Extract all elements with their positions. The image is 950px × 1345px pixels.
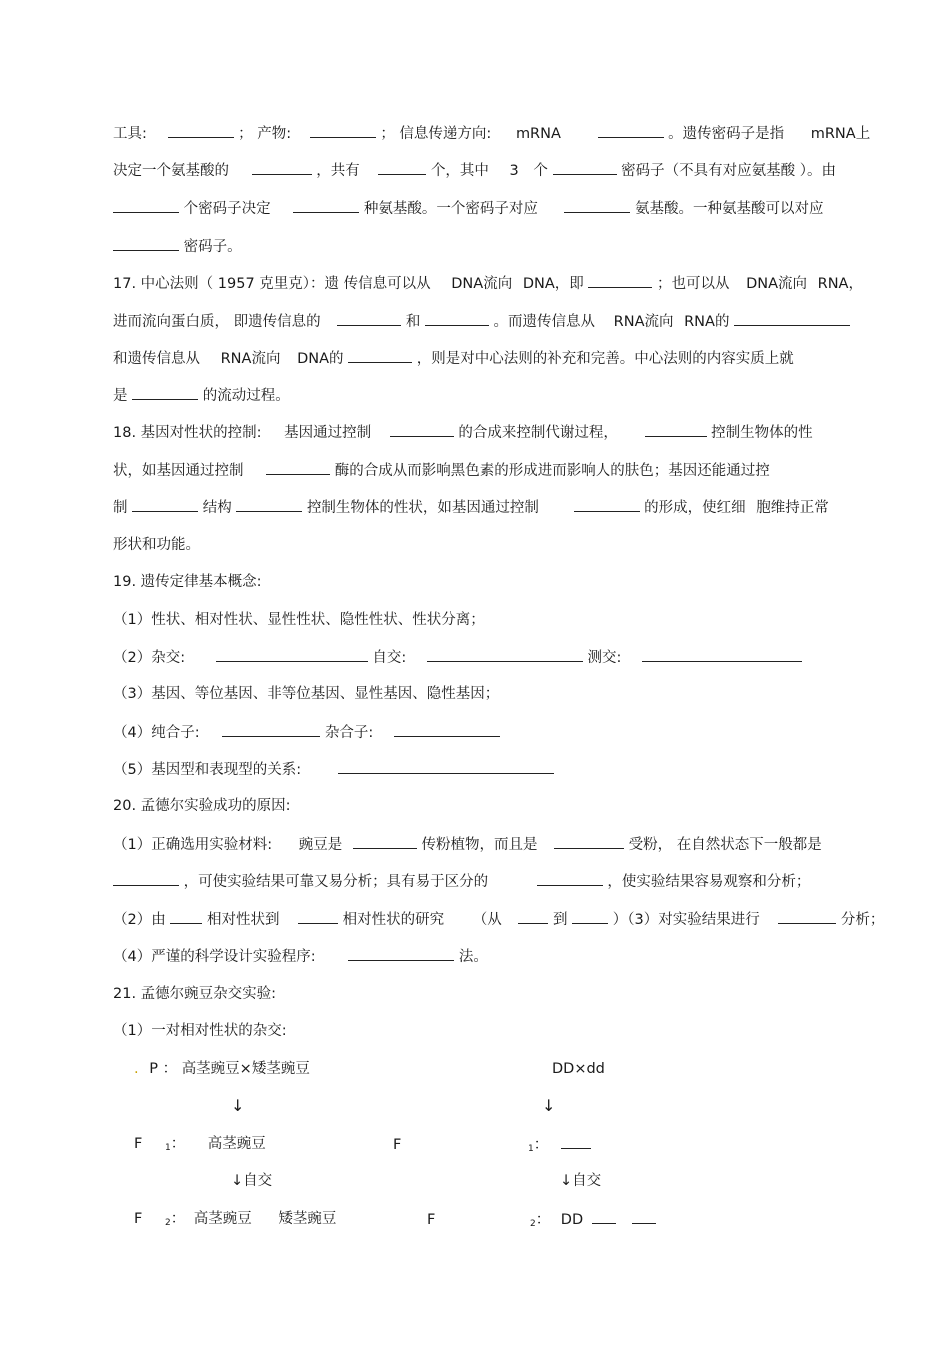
blank[interactable] (170, 909, 202, 924)
line-4: 密码子。 (113, 236, 242, 257)
down-arrow: ↓ (542, 1096, 556, 1115)
line-18: （5）基因型和表现型的关系: (113, 759, 554, 780)
line-5: 17. 中心法则（ 1957 克里克）：遗 传信息可以从 DNA流向 DNA，即 ；也可以从 DNA流向 RNA， (113, 273, 863, 294)
blank[interactable] (598, 123, 664, 138)
line-7: 和遗传信息从 RNA流向 DNA的 ，则是对中心法则的补充和完善。中心法则的内容实质上就 (113, 348, 794, 369)
line-22: （2）由 相对性状到 相对性状的研究 （从 到 ）（3）对实验结果进行 分析； (113, 909, 884, 930)
f2-genotype: F 2： DD (427, 1209, 656, 1232)
blank[interactable] (553, 160, 617, 175)
blank[interactable] (778, 909, 836, 924)
blank[interactable] (537, 871, 603, 886)
line-11: 制 结构 控制生物体的性状，如基因通过控制 的形成，使红细 胞维持正常 (113, 497, 829, 518)
blank[interactable] (252, 160, 312, 175)
down-arrow: ↓ (231, 1096, 245, 1115)
blank[interactable] (298, 909, 338, 924)
line-17: （4）纯合子: 杂合子: (113, 722, 500, 743)
blank[interactable] (572, 909, 608, 924)
blank[interactable] (574, 497, 640, 512)
blank[interactable] (132, 497, 198, 512)
line-20: （1）正确选用实验材料: 豌豆是 传粉植物，而且是 受粉， 在自然状态下一般都是 (113, 834, 822, 855)
blank[interactable] (642, 647, 802, 662)
line-14: （1）性状、相对性状、显性性状、隐性性状、性状分离； (113, 612, 485, 628)
blank[interactable] (564, 198, 630, 213)
line-19: 20. 孟德尔实验成功的原因: (113, 798, 291, 814)
blank[interactable] (592, 1209, 616, 1224)
line-13: 19. 遗传定律基本概念: (113, 574, 262, 590)
line-3: 个密码子决定 种氨基酸。一个密码子对应 氨基酸。一种氨基酸可以对应 (113, 198, 824, 219)
line-2: 决定一个氨基酸的 ，共有 个，其中 3 个 密码子（不具有对应氨基酸 ）。由 (113, 160, 836, 181)
blank[interactable] (518, 909, 548, 924)
blank[interactable] (132, 385, 198, 400)
line-1: 工具: ； 产物: ； 信息传递方向: mRNA 。遗传密码子是指 mRNA上 (113, 123, 870, 144)
line-8: 是 的流动过程。 (113, 385, 290, 406)
line-24: 21. 孟德尔豌豆杂交实验: (113, 986, 277, 1002)
blank[interactable] (734, 311, 850, 326)
blank[interactable] (236, 497, 302, 512)
f1-generation: F 1： 高茎豌豆 (134, 1136, 266, 1153)
blank[interactable] (394, 722, 500, 737)
f1-genotype: F 1： (393, 1134, 591, 1157)
blank[interactable] (427, 647, 583, 662)
blank[interactable] (645, 422, 707, 437)
self-arrow: ↓自交 (231, 1173, 273, 1189)
blank[interactable] (425, 311, 489, 326)
line-16: （3）基因、等位基因、非等位基因、显性基因、隐性基因； (113, 686, 500, 702)
line-6: 进而流向蛋白质， 即遗传信息的 和 。而遗传信息从 RNA流向 RNA的 (113, 311, 850, 332)
blank[interactable] (310, 123, 376, 138)
line-21: ，可使实验结果可靠又易分析；具有易于区分的 ，使实验结果容易观察和分析； (113, 871, 810, 892)
blank[interactable] (632, 1209, 656, 1224)
line-12: 形状和功能。 (113, 537, 200, 553)
blank[interactable] (378, 160, 426, 175)
blank[interactable] (348, 348, 412, 363)
blank[interactable] (216, 647, 368, 662)
blank[interactable] (113, 198, 179, 213)
blank[interactable] (222, 722, 320, 737)
p-generation: . P ： 高茎豌豆×矮茎豌豆 (134, 1061, 310, 1077)
blank[interactable] (113, 236, 179, 251)
line-25: （1）一对相对性状的杂交: (113, 1023, 287, 1039)
blank[interactable] (337, 311, 401, 326)
blank[interactable] (168, 123, 234, 138)
blank[interactable] (561, 1134, 591, 1149)
line-23: （4）严谨的科学设计实验程序: 法。 (113, 946, 488, 967)
line-15: （2）杂交: 自交: 测交: (113, 647, 802, 668)
blank[interactable] (588, 273, 652, 288)
p-genotype: DD×dd (552, 1061, 605, 1077)
self-arrow: ↓自交 (560, 1173, 602, 1189)
blank[interactable] (113, 871, 179, 886)
blank[interactable] (338, 759, 554, 774)
blank[interactable] (390, 422, 454, 437)
blank[interactable] (266, 460, 330, 475)
blank[interactable] (353, 834, 417, 849)
blank[interactable] (348, 946, 454, 961)
blank[interactable] (293, 198, 359, 213)
line-9: 18. 基因对性状的控制: 基因通过控制 的合成来控制代谢过程， 控制生物体的性 (113, 422, 813, 443)
line-10: 状，如基因通过控制 酶的合成从而影响黑色素的形成进而影响人的肤色；基因还能通过控 (113, 460, 770, 481)
blank[interactable] (554, 834, 624, 849)
f2-generation: F 2： 高茎豌豆 矮茎豌豆 (134, 1211, 337, 1228)
